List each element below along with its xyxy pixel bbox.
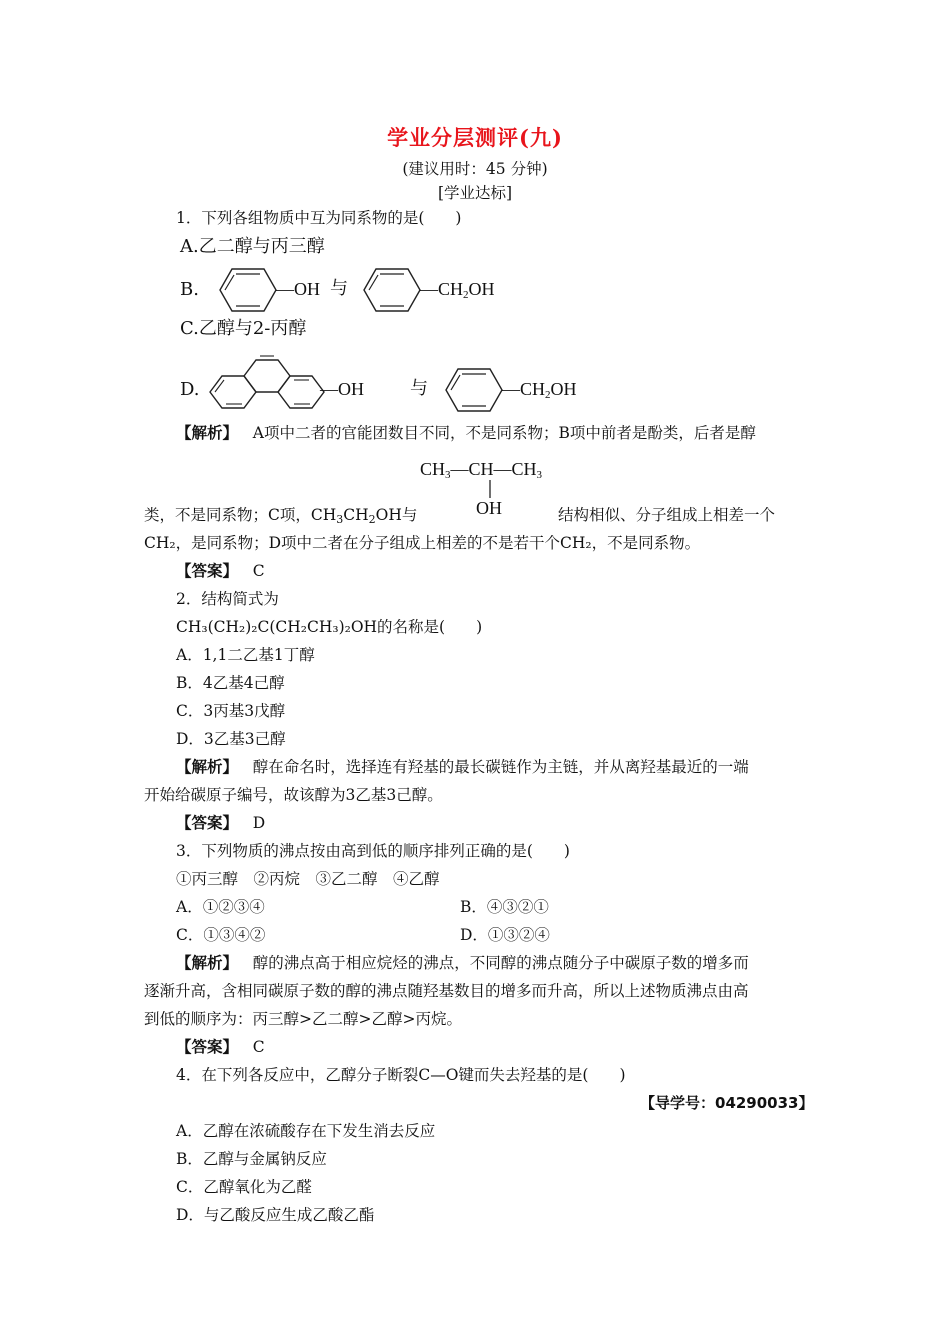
q2-analysis-line-1 bbox=[176, 757, 749, 777]
q3-analysis-line-2: 逐渐升高，含相同碳原子数的醇的沸点随羟基数目的增多而升高，所以上述物质沸点由高 bbox=[144, 982, 749, 1000]
q4-stem: 4．在下列各反应中，乙醇分子断裂C—O键而失去羟基的是( ) bbox=[176, 1066, 626, 1084]
analysis-label: 【解析】 bbox=[176, 758, 239, 776]
q4-option-a: A．乙醇在浓硫酸存在下发生消去反应 bbox=[176, 1122, 436, 1140]
q1-d-benzyl-group bbox=[502, 379, 577, 405]
q2-option-a: A．1,1二乙基1丁醇 bbox=[176, 646, 315, 664]
struct-ch3-left: CH bbox=[420, 459, 446, 479]
q3-option-b: B．④③②① bbox=[460, 898, 549, 916]
q2-stem-2: CH₃(CH₂)₂C(CH₂CH₃)₂OH的名称是( ) bbox=[176, 618, 483, 636]
q1-d-ch-text: —CH bbox=[502, 379, 546, 399]
q1-b-ch-text: —CH bbox=[420, 279, 464, 299]
q1-answer bbox=[176, 561, 265, 581]
q1-analysis-text-2b: CH bbox=[343, 506, 369, 524]
q1-option-b-letter: B. bbox=[180, 279, 199, 300]
isopropanol-structure bbox=[420, 459, 542, 485]
answer-label: 【答案】 bbox=[176, 562, 239, 580]
q4-option-d: D．与乙酸反应生成乙酸乙酯 bbox=[176, 1206, 375, 1224]
answer-label: 【答案】 bbox=[176, 1038, 239, 1056]
analysis-label: 【解析】 bbox=[176, 954, 239, 972]
q3-answer-value: C bbox=[252, 1038, 265, 1056]
q1-analysis-text-2a: 类，不是同系物；C项，CH bbox=[144, 506, 337, 524]
q1-analysis-text-1: A项中二者的官能团数目不同，不是同系物；B项中前者是酚类，后者是醇 bbox=[252, 424, 756, 442]
q3-answer bbox=[176, 1037, 265, 1057]
q3-analysis-line-1 bbox=[176, 953, 749, 973]
q3-option-d: D．①③②④ bbox=[460, 926, 550, 944]
q1-option-c: C.乙醇与2-丙醇 bbox=[180, 318, 307, 339]
q3-analysis-text-1: 醇的沸点高于相应烷烃的沸点，不同醇的沸点随分子中碳原子数的增多而 bbox=[252, 954, 749, 972]
q1-b-sub: 2 bbox=[463, 289, 469, 301]
answer-label: 【答案】 bbox=[176, 814, 239, 832]
q2-answer bbox=[176, 813, 265, 833]
q1-b-phenol-oh: —OH bbox=[276, 279, 320, 299]
q2-option-b: B．4乙基4己醇 bbox=[176, 674, 285, 692]
q1-b-with: 与 bbox=[330, 278, 348, 299]
analysis-label: 【解析】 bbox=[176, 424, 239, 442]
q2-option-d: D．3乙基3己醇 bbox=[176, 730, 286, 748]
q1-b-oh-text: OH bbox=[468, 279, 495, 299]
q2-option-c: C．3丙基3戊醇 bbox=[176, 702, 286, 720]
section-heading: [学业达标] bbox=[437, 184, 513, 202]
page-title: 学业分层测评(九) bbox=[387, 125, 563, 150]
q3-items: ①丙三醇 ②丙烷 ③乙二醇 ④乙醇 bbox=[176, 870, 440, 888]
q1-analysis-line-1 bbox=[176, 423, 756, 443]
guide-number: 【导学号：04290033】 bbox=[640, 1094, 814, 1112]
q3-option-a: A．①②③④ bbox=[176, 898, 265, 916]
q2-analysis-line-2: 开始给碳原子编号，故该醇为3乙基3己醇。 bbox=[144, 786, 443, 804]
q3-option-c: C．①③④② bbox=[176, 926, 266, 944]
struct-oh: OH bbox=[476, 498, 502, 518]
q2-answer-value: D bbox=[252, 814, 266, 832]
q4-option-c: C．乙醇氧化为乙醛 bbox=[176, 1178, 312, 1196]
q1-analysis-text-2c: OH与 bbox=[375, 506, 418, 524]
q1-stem: 1．下列各组物质中互为同系物的是( ) bbox=[176, 209, 462, 227]
q1-d-with: 与 bbox=[410, 378, 428, 399]
q1-d-oh: —OH bbox=[320, 379, 364, 399]
oh-bond-line bbox=[488, 480, 492, 500]
q1-analysis-line-3: CH₂，是同系物；D项中二者在分子组成上相差的不是若干个CH₂，不是同系物。 bbox=[144, 534, 701, 552]
q2-stem-1: 2．结构简式为 bbox=[176, 590, 279, 608]
q1-analysis-line-2a: 类，不是同系物；C项，$CH_3CH_2OH$与 bbox=[144, 506, 418, 526]
q1-b-benzyl-group bbox=[420, 279, 495, 305]
q1-option-d-letter: D. bbox=[180, 379, 200, 400]
q3-analysis-line-3: 到低的顺序为：丙三醇>乙二醇>乙醇>丙烷。 bbox=[144, 1010, 462, 1028]
q1-d-oh-text: OH bbox=[550, 379, 577, 399]
q3-stem: 3．下列物质的沸点按由高到低的顺序排列正确的是( ) bbox=[176, 842, 570, 860]
q1-d-sub: 2 bbox=[545, 389, 551, 401]
q2-analysis-text-1: 醇在命名时，选择连有羟基的最长碳链作为主链，并从离羟基最近的一端 bbox=[252, 758, 749, 776]
q1-option-a: A.乙二醇与丙三醇 bbox=[180, 236, 325, 257]
q4-option-b: B．乙醇与金属钠反应 bbox=[176, 1150, 327, 1168]
q1-answer-value: C bbox=[252, 562, 265, 580]
suggested-time: (建议用时：45 分钟) bbox=[402, 160, 548, 178]
struct-ch-middle: —CH—CH bbox=[450, 459, 537, 479]
q1-analysis-line-2d: 结构相似、分子组成上相差一个 bbox=[558, 506, 776, 524]
struct-sub-right: 3 bbox=[536, 469, 543, 481]
struct-sub-left: 3 bbox=[445, 469, 451, 481]
